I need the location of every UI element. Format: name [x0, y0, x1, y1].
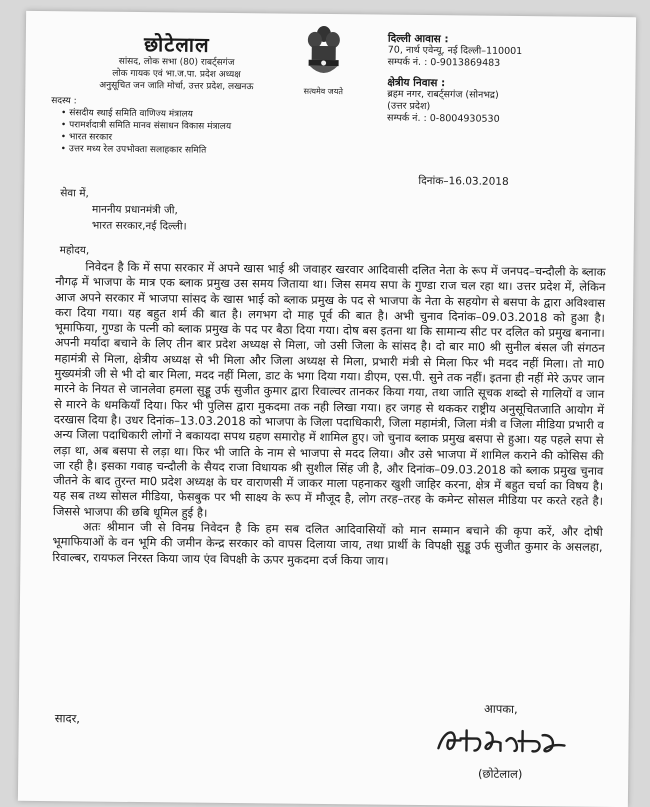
emblem-motto: सत्यमेव जयते [303, 86, 344, 97]
body-paragraph: निवेदन है कि में सपा सरकार में अपने खास भाई श्री जवाहर खरवार आदिवासी दलित नेता के रूप में जनपद–चन्दौली के ब्लाक नौगढ़ में भाजपा के मात्र एक ब्लाक प्रमुख उस समय जिताया था। जिस समय सपा के गुण्डा राज चल रहा था। उत्तर प्रदेश में, लेकिन आज अपने सरकार में भाजपा सांसद के खास भाई को ब्लाक प्रमुख के पद से भाजपा के नेता के सहयोग से बसपा के द्वारा अविश्वास करा दिया गया। यह बहुत शर्म की बात है। लगभग दो माह पूर्व की बात है। अभी चुनाव दिनांक–09.03.2018 को हुआ है। भूमाफिया, गुण्डा के पत्नी को ब्लाक प्रमुख के पद पर बैठा दिया गया। दोष बस इतना था कि सामान्य सीट पर दलित को प्रमुख बनाना। अपनी मर्यादा बचाने के लिए तीन बार प्रदेश अध्यक्ष से मिला, जो उसी जिला के सांसद है। दो बार मा0 श्री सुनील बंसल जी संगठन महामंत्री से मिला, क्षेत्रीय अध्यक्ष से भी मिला और जिला अध्यक्ष से मिला, प्रभारी मंत्री से मिला फिर भी मदद नहीं मिला। तो मा0 मुख्यमंत्री जी से भी दो बार मिला, मदद नहीं मिला, डाट के भगा दिया गया। डीएम, एस.पी. सुने तक नहीं। इतना ही नहीं मेरे ऊपर जान मारने के नियत से जानलेवा हमला सुड्डू उर्फ सुजीत कुमार द्वारा रिवाल्वर तानकर किया गया, तथा जाति सूचक शब्दो से गालियों व जान से मारने के धमकियाँ दिया। फिर भी पुलिस द्वारा मुकदमा तक नही लिखा गया। हर जगह से थककर राष्ट्रीय अनुसूचितजाति आयोग में दरखास दिया है। उधर दिनांक–13.03.2018 को भाजपा के जिला पदाधिकारी, जिला महामंत्री, जिला मंत्री व जिला मीडिया प्रभारी व अन्य जिला पदाधिकारी लोगों ने बकायदा सपथ ग्रहण समारोह में शामिल हुए। जो चुनाव ब्लाक प्रमुख बसपा से हुआ। यह पहले सपा से लड़ा था, अब बसपा से लड़ा था। फिर भी जाति के नाम से भाजपा से मदद लिया। और उसे भाजपा में शामिल कराने की कोसिस की जा रही है। इसका गवाह चन्दौली के सैयद राजा विधायक श्री सुशील सिंह जी है, और दिनांक–09.03.2018 को ब्लाक प्रमुख चुनाव जीतने के बाद तुरन्त मा0 प्रदेश अध्यक्ष के घर वाराणसी में जाकर माला पहनाकर खुशी जाहिर करना, क्षेत्र में बहुत चर्चा का विषय है। यह सब तथ्य सोसल मीडिया, फेसबुक पर भी साक्ष्य के रूप में मौजूद है, लोग तरह–तरह के कमेन्ट सोसल मीडिया पर करते रहते है। जिससे भाजपा की छबि धूमिल हुई है। [52, 259, 606, 520]
national-emblem [287, 24, 360, 105]
salutation: महोदय, [59, 244, 90, 257]
local-label: क्षेत्रीय निवास : [387, 76, 446, 90]
body-paragraph: अतः श्रीमान जी से विनम्र निवेदन है कि हम सब दलित आदिवासियों को मान सम्मान बचाने की कृपा करें, और दोषी भूमाफियाओं के वन भूमि की जमीन केन्द्र सरकार को वापस दिलाया जाय, तथा प्रार्थी के विपक्षी सुड्डू उर्फ सुजीत कुमार के असलहा, रिवाल्बर, रायफल निरस्त किया जाय एंव विपक्षी के ऊपर मुकदमा दर्ज किया जाय। [52, 519, 603, 568]
lion-capital-icon [303, 24, 344, 82]
signatory-name: (छोटेलाल) [477, 766, 523, 782]
delhi-label: दिल्ली आवास : [387, 32, 449, 46]
letterhead-left [51, 31, 302, 158]
local-state: (उत्तर प्रदेश) [387, 100, 431, 113]
local-address: ब्रहम नगर, राबर्ट्सगंज (सोनभद्र) [387, 88, 499, 101]
membership-list [51, 107, 301, 158]
delhi-phone: सम्पर्क नं. : 0-9013869483 [387, 56, 501, 69]
sender-party-role: लोक गायक एवं भा.ज.पा. प्रदेश अध्यक्ष [112, 68, 241, 81]
letter-sheet [18, 11, 636, 807]
to-label: सेवा में, [60, 187, 89, 200]
sender-designation: सांसद, लोक सभा (80) राबर्ट्सगंज [118, 56, 235, 69]
closing: सादर, [54, 711, 81, 726]
sender-morcha: अनुसूचित जन जाति मोर्चा, उत्तर प्रदेश, लखनऊ [99, 80, 254, 93]
handwritten-signature [430, 720, 570, 761]
membership-item: • उत्तर मध्य रेल उपभोक्ता सलाहकार समिति [61, 143, 301, 158]
membership-item: • संसदीय स्थाई समिति वाणिज्य मंत्रालय [61, 107, 301, 122]
delhi-address: 70, नार्थ एवेन्यू, नई दिल्ली–110001 [387, 44, 523, 58]
membership-item: • भारत सरकार [61, 131, 301, 146]
sender-name: छोटेलाल [143, 32, 210, 57]
letterhead-right [387, 33, 620, 127]
membership-item: • परामर्शदात्री समिति मानव संसाधन विकास मंत्रालय [61, 119, 301, 134]
signature-block [420, 701, 581, 783]
letter-body [52, 259, 605, 571]
recipient-name: माननीय प्रधानमंत्री जी, [92, 203, 178, 217]
recipient-block [60, 185, 187, 234]
member-label: सदस्य : [51, 96, 77, 107]
yours-label: आपका, [483, 701, 518, 717]
letter-date: दिनांक–16.03.2018 [418, 174, 509, 188]
local-phone: सम्पर्क नं. : 0-8004930530 [386, 112, 500, 125]
recipient-office: भारत सरकार,नई दिल्ली। [91, 219, 187, 233]
